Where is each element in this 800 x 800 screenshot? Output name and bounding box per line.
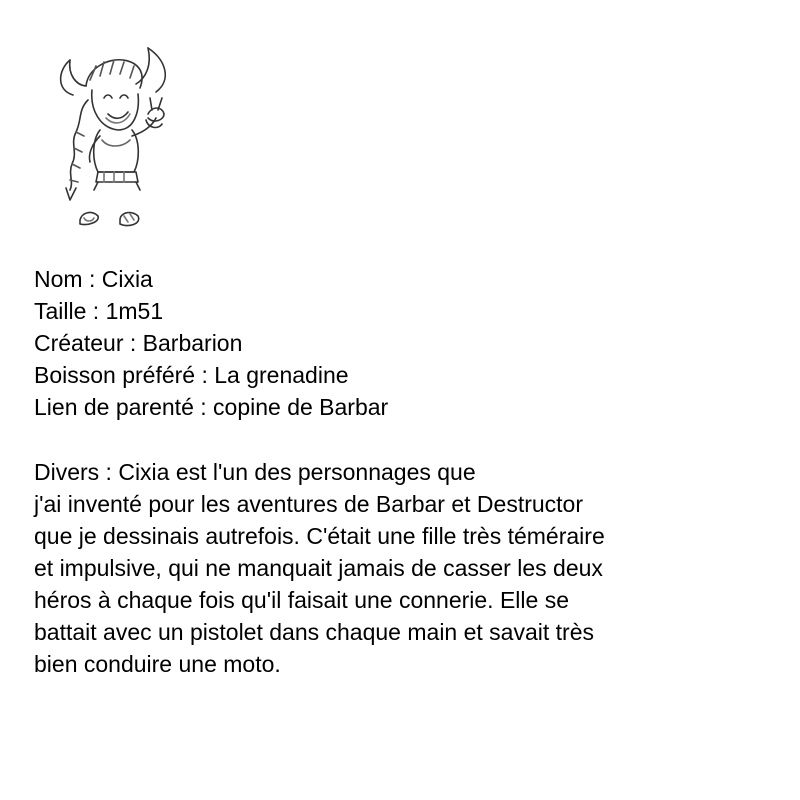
field-creator: Créateur : Barbarion [34, 330, 243, 356]
character-info [34, 263, 774, 423]
field-favorite-drink: Boisson préféré : La grenadine [34, 362, 349, 388]
field-relation: Lien de parenté : copine de Barbar [34, 394, 389, 420]
divers-paragraph [34, 456, 774, 680]
divers-line: et impulsive, qui ne manquait jamais de casser les deux [34, 555, 603, 581]
divers-line: bien conduire une moto. [34, 651, 281, 677]
field-height: Taille : 1m51 [34, 298, 164, 324]
divers-line: battait avec un pistolet dans chaque main et savait très [34, 619, 594, 645]
character-drawing-icon [48, 40, 198, 240]
field-name: Nom : Cixia [34, 266, 153, 292]
divers-line: j'ai inventé pour les aventures de Barbar et Destructor [34, 491, 584, 517]
divers-line: que je dessinais autrefois. C'était une fille très téméraire [34, 523, 605, 549]
divers-line: héros à chaque fois qu'il faisait une connerie. Elle se [34, 587, 569, 613]
divers-line: Divers : Cixia est l'un des personnages que [34, 459, 476, 485]
